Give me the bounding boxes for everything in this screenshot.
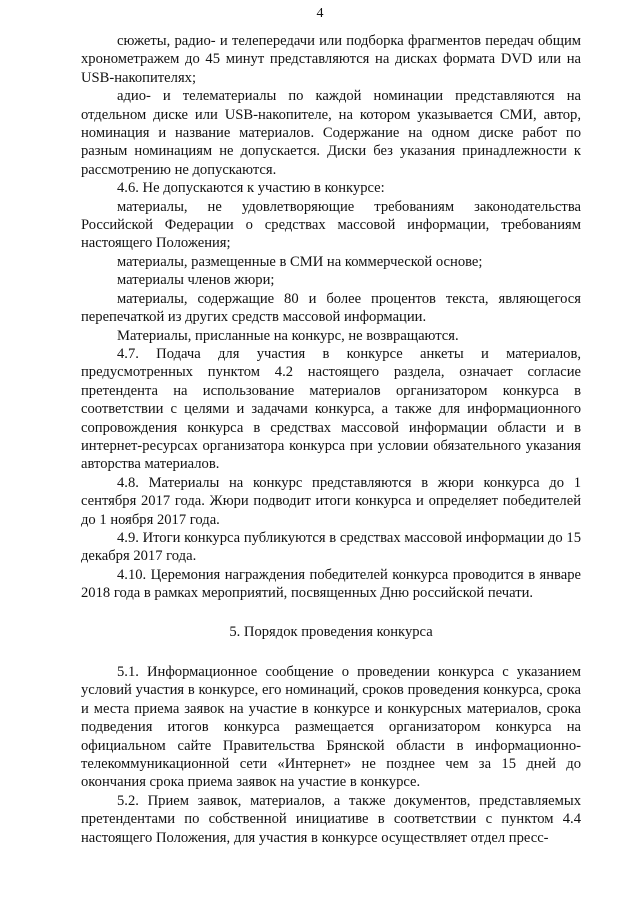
section-heading: 5. Порядок проведения конкурса (229, 623, 433, 640)
page-number: 4 (316, 6, 324, 21)
paragraph-5-1: 5.1. Информационное сообщение о проведении конкурса с указанием условий участия в конкурсе, его номинаций, сроков проведения конкурса, срока и места приема заявок на участие в конкурсе и конкурсных материалов, срока подведения итогов конкурса размещается организатором конкурса на официальном сайте Правительства Брянской области в информационно-телекоммуникационной сети «Интернет» не позднее чем за 15 дней до окончания срока приема заявок на участие в конкурсе. (81, 664, 581, 791)
paragraph-4-9: 4.9. Итоги конкурса публикуются в средствах массовой информации до 15 декабря 2017 года. (81, 529, 581, 565)
paragraph-excluded-reprint: материалы, содержащие 80 и более процентов текста, являющегося перепечаткой из других средств массовой информации. (81, 290, 581, 326)
paragraph-excluded-jury: материалы членов жюри; (117, 272, 275, 289)
paragraph-video-materials: сюжеты, радио- и телепередачи или подборка фрагментов передач общим хронометражем до 45 минут представляются на дисках формата DVD или на USB-накопителях; (81, 33, 581, 86)
paragraph-4-7: 4.7. Подача для участия в конкурсе анкеты и материалов, предусмотренных пунктом 4.2 настоящего раздела, означает согласие претендента на использование материалов организатором конкурса в соответствии с целями и задачами конкурса, а также для информационного сопровождения конкурса в средствах массовой информации области и в интернет-ресурсах организатора конкурса при условии обязательного указания авторства материалов. (81, 345, 581, 473)
paragraph-4-10: 4.10. Церемония награждения победителей конкурса проводится в январе 2018 года в рамках мероприятий, посвященных Дню российской печати. (81, 566, 581, 602)
paragraph-4-8: 4.8. Материалы на конкурс представляются в жюри конкурса до 1 сентября 2017 года. Жюри подводит итоги конкурса и определяет победителей до 1 ноября 2017 года. (81, 474, 581, 528)
paragraph-excluded-legal: материалы, не удовлетворяющие требованиям законодательства Российской Федерации о средствах массовой информации, требованиям настоящего Положения; (81, 198, 581, 252)
paragraph-audio-materials: адио- и телематериалы по каждой номинации представляются на отдельном диске или USB-накопителе, на котором указывается СМИ, автор, номинация и название материалов. Содержание на одном диске работ по разным номинациям не допускается. Диски без указания принадлежности к рассмотрению не допускаются. (81, 88, 581, 178)
paragraph-5-2: 5.2. Прием заявок, материалов, а также документов, представляемых претендентами по собственной инициативе в соответствии с пунктом 4.4 настоящего Положения, для участия в конкурсе осуществляет отдел пресс- (81, 792, 581, 846)
paragraph-not-returned: Материалы, присланные на конкурс, не возвращаются. (117, 327, 459, 344)
paragraph-4-6: 4.6. Не допускаются к участию в конкурсе: (117, 180, 385, 197)
document-body (81, 32, 581, 847)
paragraph-excluded-commercial: материалы, размещенные в СМИ на коммерческой основе; (117, 253, 483, 270)
